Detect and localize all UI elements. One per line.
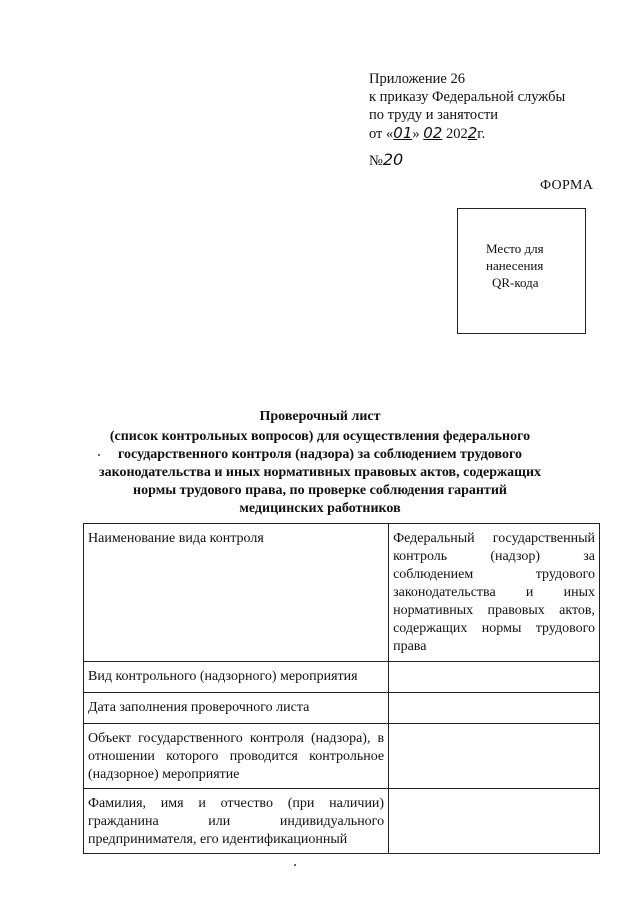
table-cell-label: Наименование вида контроля	[84, 524, 389, 662]
order-number	[369, 151, 565, 170]
title-subtitle: (список контрольных вопросов) для осуществления федерального государственного контроля (надзора) за соблюдением трудового законодательства и иных нормативных правовых актов, содержащих нормы трудового права, по проверке соблюдения гарантий медицинских работников	[98, 429, 542, 516]
qr-text-line: Место для	[486, 241, 544, 256]
order-date	[369, 124, 565, 143]
qr-text-line: нанесения	[486, 258, 544, 273]
qr-text-line: QR-кода	[492, 275, 539, 290]
date-separator: »	[412, 126, 424, 142]
table-cell-label: Дата заполнения проверочного листа	[84, 693, 389, 724]
date-day: 01	[393, 124, 413, 142]
number-prefix: №	[369, 153, 383, 169]
appendix-number: Приложение 26	[369, 71, 465, 87]
scan-speck	[294, 864, 296, 866]
table-row	[84, 524, 600, 662]
order-reference: к приказу Федеральной службы	[369, 89, 566, 105]
table-cell-label: Вид контрольного (надзорного) мероприятия	[84, 662, 389, 693]
table-cell-label: Объект государственного контроля (надзора), в отношении которого проводится контрольное (надзорное) мероприятие	[84, 724, 389, 789]
appendix-header	[369, 70, 565, 170]
form-label: ФОРМА	[540, 178, 594, 193]
table-cell-value[interactable]	[389, 789, 600, 854]
table-row	[84, 789, 600, 854]
table-cell-value[interactable]	[389, 662, 600, 693]
document-title	[90, 408, 550, 518]
scan-speck	[98, 454, 100, 456]
table-cell-value[interactable]	[389, 693, 600, 724]
date-year-suffix: 2	[467, 124, 478, 142]
table-cell-value[interactable]	[389, 724, 600, 789]
title-main: Проверочный лист	[259, 409, 381, 424]
date-year-prefix: 202	[442, 126, 468, 142]
table-cell-value: Федеральный государственный контроль (надзор) за соблюдением трудового законодательства и иных нормативных правовых актов, содержащих нормы трудового права	[389, 524, 600, 662]
table-cell-label: Фамилия, имя и отчество (при наличии) гражданина или индивидуального предпринимателя, его идентификационный	[84, 789, 389, 854]
form-table	[83, 523, 600, 854]
date-month: 02	[423, 124, 443, 142]
date-prefix: от «	[369, 126, 394, 142]
number-value: 20	[382, 150, 404, 169]
qr-placeholder-text	[486, 240, 544, 291]
table-row	[84, 662, 600, 693]
service-name: по труду и занятости	[369, 107, 499, 123]
table-row	[84, 693, 600, 724]
table-row	[84, 724, 600, 789]
date-end: г.	[477, 126, 486, 142]
qr-code-placeholder	[457, 208, 586, 334]
